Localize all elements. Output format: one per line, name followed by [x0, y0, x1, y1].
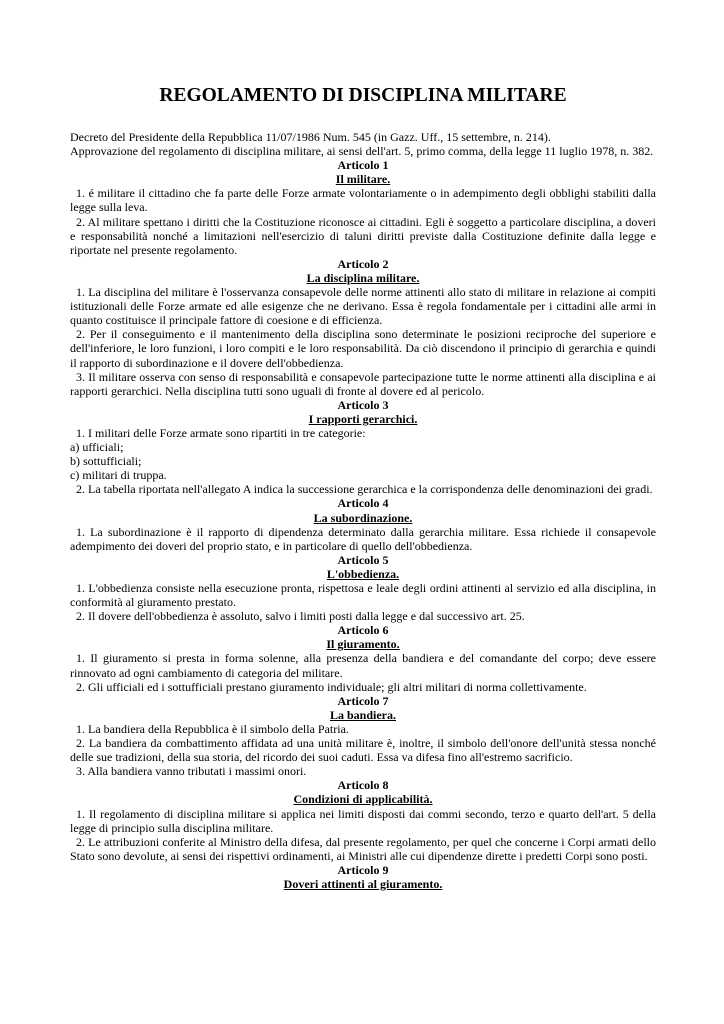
article-number: Articolo 4	[337, 496, 389, 511]
decree-line: Decreto del Presidente della Repubblica 11/07/1986 Num. 545 (in Gazz. Uff., 15 settembre, n. 214).	[70, 130, 551, 144]
article-paragraph: 1. La disciplina del militare è l'osservanza consapevole delle norme attinenti allo stato di militare in relazione ai compiti istituzionali delle Forze armate ed alle esigenze che ne derivano. Essa è regola fondamentale per i cittadini alle armi in quanto costituisce il principale fattore di coesione e di efficienza.	[70, 285, 656, 328]
article-6	[70, 623, 656, 693]
article-paragraph: 2. Le attribuzioni conferite al Ministro della difesa, dal presente regolamento, per quel che concerne i Corpi armati dello Stato sono devolute, ai sensi dei rispettivi ordinamenti, ai Ministri alle cui dipendenze dirette i predetti Corpi sono posti.	[70, 834, 656, 863]
article-paragraph: 2. Al militare spettano i diritti che la Costituzione riconosce ai cittadini. Egli è soggetto a particolare disciplina, a doveri e responsabilità nonché a limitazioni nell'esercizio di taluni diritti previste dalla Costituzione definite dalla legge e riportate nel presente regolamento.	[70, 214, 656, 257]
article-paragraph: 3. Alla bandiera vanno tributati i massimi onori.	[76, 764, 307, 779]
article-paragraph: 2. Per il conseguimento e il mantenimento della disciplina sono determinate le posizioni reciproche del superiore e dell'inferiore, le loro funzioni, i loro compiti e le loro responsabilità. Da ciò discendono il principio di gerarchia e quindi il rapporto di subordinazione e il dovere dell'obbedienza.	[70, 327, 656, 370]
list-item: c) militari di truppa.	[70, 468, 167, 483]
intro-block	[70, 130, 656, 158]
article-paragraph: 2. Il dovere dell'obbedienza è assoluto, salvo i limiti posti dalla legge e dal successivo art. 25.	[76, 609, 525, 624]
article-heading: Il militare.	[335, 172, 391, 187]
article-5	[70, 553, 656, 623]
article-paragraph: 3. Il militare osserva con senso di responsabilità e consapevole partecipazione tutte le norme attinenti alla disciplina e ai rapporti gerarchici. Nella disciplina tutti sono uguali di fronte al dovere ed al pericolo.	[70, 369, 656, 398]
article-paragraph: 1. L'obbedienza consiste nella esecuzione pronta, rispettosa e leale degli ordini attinenti al servizio ed alla disciplina, in conformità al giuramento prestato.	[70, 581, 656, 610]
article-heading: Il giuramento.	[326, 637, 400, 652]
article-7	[70, 694, 656, 779]
approval-line: Approvazione del regolamento di disciplina militare, ai sensi dell'art. 5, primo comma, della legge 11 luglio 1978, n. 382.	[70, 144, 654, 159]
article-number: Articolo 8	[337, 778, 389, 793]
article-paragraph: 1. Il regolamento di disciplina militare si applica nei limiti disposti dai commi secondo, terzo e quarto dell'art. 5 della legge di principio sulla disciplina militare.	[70, 806, 656, 835]
article-heading: I rapporti gerarchici.	[308, 411, 418, 426]
article-paragraph: 1. Il giuramento si presta in forma solenne, alla presenza della bandiera e del comandante del corpo; deve essere rinnovato ad ogni cambiamento di categoria del militare.	[70, 651, 656, 680]
article-number: Articolo 1	[337, 158, 389, 173]
article-heading: La subordinazione.	[313, 510, 413, 525]
article-number: Articolo 7	[337, 693, 389, 708]
article-4	[70, 496, 656, 552]
article-paragraph: 2. La tabella riportata nell'allegato A indica la successione gerarchica e la corrispondenza delle denominazioni dei gradi.	[76, 482, 653, 497]
document-title: REGOLAMENTO DI DISCIPLINA MILITARE	[159, 85, 567, 106]
article-heading: Doveri attinenti al giuramento.	[283, 876, 443, 891]
article-number: Articolo 6	[337, 623, 389, 638]
article-heading: La disciplina militare.	[306, 270, 420, 285]
article-3	[70, 398, 656, 497]
article-1	[70, 158, 656, 257]
list-item: b) sottufficiali;	[70, 454, 142, 469]
article-paragraph: 1. La subordinazione è il rapporto di dipendenza determinato dalla gerarchia militare. Essa richiede il consapevole adempimento dei doveri del proprio stato, e in particolare di quello dell'obbedienza.	[70, 524, 656, 553]
article-2	[70, 257, 656, 398]
article-number: Articolo 3	[337, 397, 389, 412]
article-number: Articolo 5	[337, 552, 389, 567]
article-heading: La bandiera.	[329, 707, 396, 722]
document-page	[70, 84, 656, 891]
article-8	[70, 778, 656, 863]
article-paragraph: 2. Gli ufficiali ed i sottufficiali prestano giuramento individuale; gli altri militari di norma collettivamente.	[76, 679, 587, 694]
article-9	[70, 863, 656, 891]
article-paragraph: 2. La bandiera da combattimento affidata ad una unità militare è, inoltre, il simbolo dell'onore dell'unità stessa nonché delle sue tradizioni, della sua storia, del ricordo dei suoi caduti. Essa va difesa fino all'estremo sacrificio.	[70, 736, 656, 765]
article-heading: L'obbedienza.	[326, 566, 400, 581]
articles-list	[70, 158, 656, 891]
list-item: a) ufficiali;	[70, 440, 124, 455]
article-heading: Condizioni di applicabilità.	[293, 792, 433, 807]
article-paragraph: 1. é militare il cittadino che fa parte delle Forze armate volontariamente o in adempimento degli obblighi stabiliti dalla legge sulla leva.	[70, 186, 656, 215]
article-paragraph: 1. I militari delle Forze armate sono ripartiti in tre categorie:	[76, 425, 366, 440]
article-number: Articolo 2	[337, 256, 389, 271]
article-number: Articolo 9	[337, 862, 389, 877]
article-paragraph: 1. La bandiera della Repubblica è il simbolo della Patria.	[76, 721, 349, 736]
